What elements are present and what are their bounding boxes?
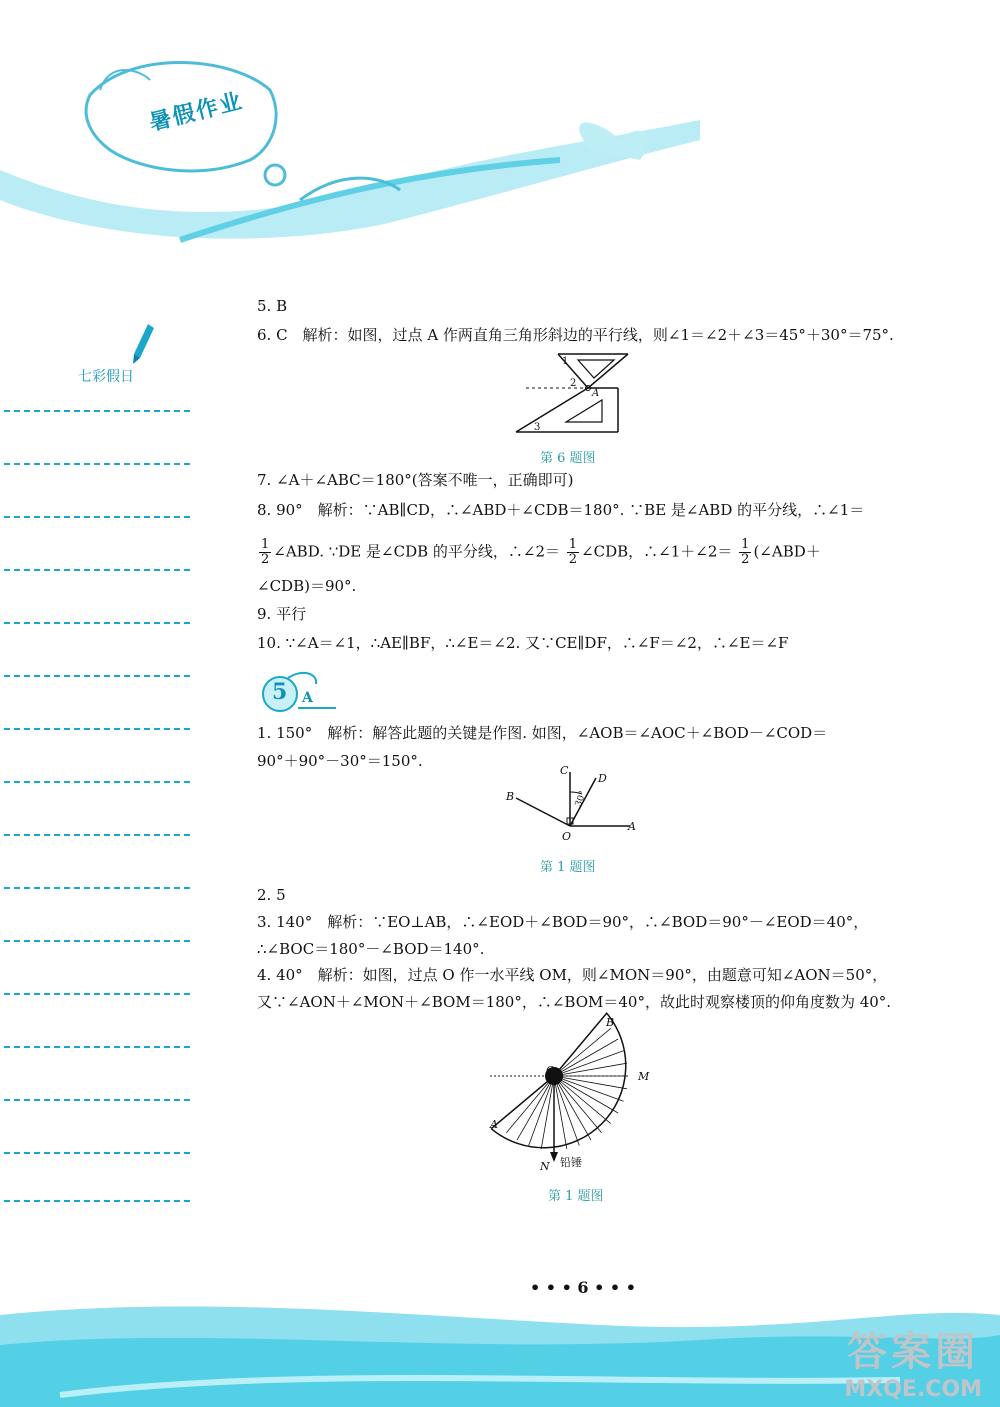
answer-8-end: ∠CDB)＝90°. — [257, 577, 357, 595]
label-o: O — [562, 830, 572, 843]
note-line — [4, 1099, 190, 1101]
watermark — [844, 1320, 982, 1402]
figure-s5-4-caption: 第 1 题图 — [548, 1189, 604, 1204]
watermark-top: 答案圈 — [847, 1329, 980, 1375]
answer-8: 8. 90° 解析：∵AB∥CD，∴∠ABD＋∠CDB＝180°. ∵BE 是∠ABD 的平分线，∴∠1＝ — [257, 501, 865, 519]
protractor-ray — [554, 1028, 611, 1076]
label-angle-3: 3 — [534, 422, 541, 433]
answer-s5-2: 2. 5 — [257, 886, 286, 904]
label-o: O — [546, 1064, 556, 1077]
answer-5: 5. B — [257, 297, 288, 315]
label-b: B — [506, 790, 515, 803]
section-letter: A — [302, 690, 313, 706]
label-n: N — [540, 1160, 550, 1173]
page-number: • • • 6 • • • — [530, 1278, 636, 1297]
note-line — [4, 940, 190, 942]
text-seg: (∠ABD＋ — [753, 542, 821, 561]
answer-8-cont — [257, 538, 821, 567]
label-m: M — [638, 1070, 650, 1083]
banner-title: 暑假作业 — [146, 88, 247, 137]
note-line — [4, 781, 190, 783]
figure-6 — [510, 348, 635, 436]
answer-9: 9. 平行 — [257, 605, 307, 623]
note-line — [4, 728, 190, 730]
label-angle-2: 1 — [562, 356, 569, 367]
label-angle-30: 30° — [573, 789, 589, 809]
note-line — [4, 1046, 190, 1048]
section-badge — [258, 670, 338, 714]
section-number: 5 — [272, 679, 288, 705]
note-line — [4, 887, 190, 889]
side-label: 七彩假日 — [78, 369, 134, 385]
pen-icon — [128, 322, 158, 366]
note-line — [4, 463, 190, 465]
label-angle-1: 2 — [570, 378, 577, 389]
label-point-a: A — [592, 388, 600, 399]
text-seg: ∠CDB，∴∠1＋∠2＝ — [581, 542, 733, 561]
note-line — [4, 993, 190, 995]
label-b: B — [606, 1016, 615, 1029]
answer-10: 10. ∵∠A＝∠1，∴AE∥BF，∴∠E＝∠2. 又∵CE∥DF，∴∠F＝∠2，∴∠E＝∠F — [257, 634, 789, 652]
watermark-bottom: MXQE.COM — [844, 1377, 982, 1402]
answer-6: 6. C 解析：如图，过点 A 作两直角三角形斜边的平行线，则∠1＝∠2＋∠3＝45°＋30°＝75°. — [257, 326, 894, 344]
figure-s5-1 — [500, 762, 645, 844]
answer-s5-4: 4. 40° 解析：如图，过点 O 作一水平线 OM，则∠MON＝90°，由题意可知∠AON＝50°， — [257, 966, 888, 984]
note-line — [4, 834, 190, 836]
answer-s5-4-cont: 又∵∠AON＋∠MON＋∠BOM＝180°，∴∠BOM＝40°，故此时观察楼顶的仰角度数为 40°. — [257, 993, 892, 1011]
protractor-ray — [506, 1076, 554, 1133]
fraction-half: $\frac{1}{2}$ — [741, 537, 750, 567]
answer-s5-1-cont: 90°＋90°－30°＝150°. — [257, 752, 423, 770]
answer-s5-3: 3. 140° 解析：∵EO⊥AB，∴∠EOD＋∠BOD＝90°，∴∠BOD＝90°－∠EOD＝40°， — [257, 913, 869, 931]
note-line — [4, 1152, 190, 1154]
figure-s5-1-caption: 第 1 题图 — [540, 860, 596, 875]
answer-s5-1: 1. 150° 解析：解答此题的关键是作图. 如图，∠AOB＝∠AOC＋∠BOD－∠COD＝ — [257, 724, 828, 742]
fraction-half: $\frac{1}{2}$ — [261, 537, 270, 567]
label-c: C — [560, 764, 569, 777]
note-line — [4, 675, 190, 677]
figure-s5-4 — [480, 1012, 660, 1174]
label-a: A — [628, 820, 636, 833]
note-line — [4, 516, 190, 518]
header-decoration — [0, 0, 700, 260]
answer-7: 7. ∠A＋∠ABC＝180°(答案不唯一，正确即可) — [257, 471, 574, 489]
label-a: A — [490, 1118, 498, 1131]
text-seg: ∠ABD. ∵DE 是∠CDB 的平分线，∴∠2＝ — [273, 542, 560, 561]
label-plumb: 铅锤 — [560, 1156, 582, 1169]
label-d: D — [598, 772, 607, 785]
note-line — [4, 1200, 190, 1202]
note-line — [4, 622, 190, 624]
note-line — [4, 410, 190, 412]
note-line — [4, 569, 190, 571]
fraction-half: $\frac{1}{2}$ — [568, 537, 578, 567]
answer-s5-3-cont: ∴∠BOC＝180°－∠BOD＝140°. — [257, 940, 485, 958]
figure-6-caption: 第 6 题图 — [540, 451, 596, 466]
